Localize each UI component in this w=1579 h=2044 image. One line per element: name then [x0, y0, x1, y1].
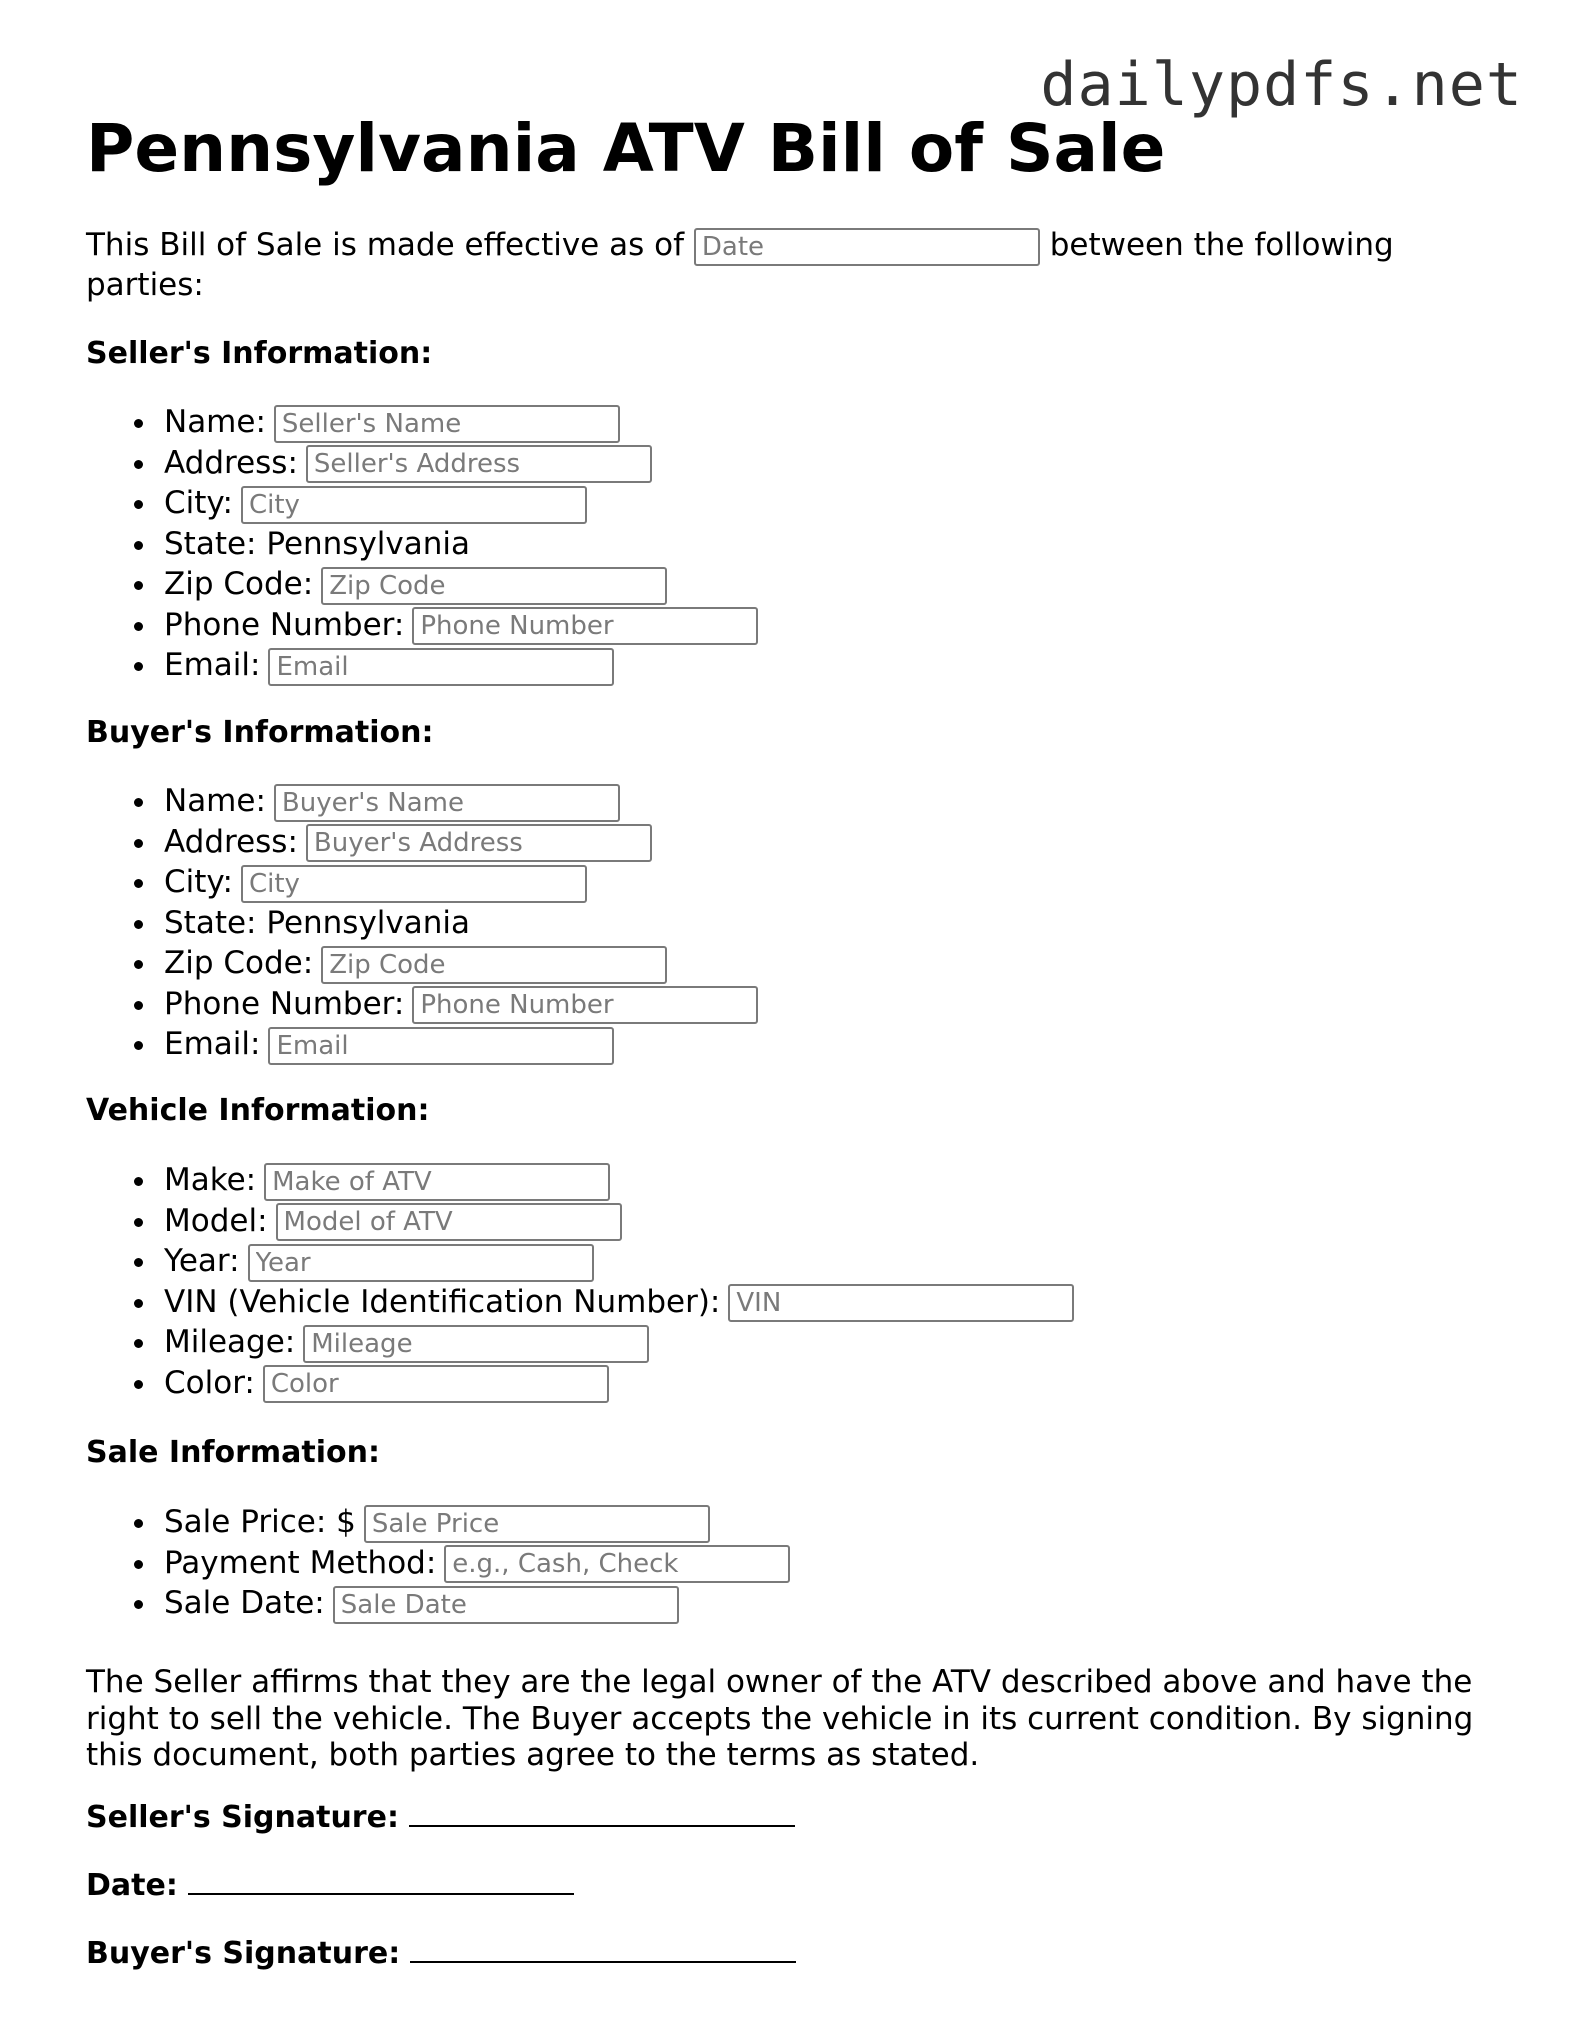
list-item	[164, 483, 758, 524]
buyer-state-text: State: Pennsylvania	[164, 904, 471, 941]
seller-address-input[interactable]	[306, 445, 652, 483]
seller-phone-input[interactable]	[412, 607, 758, 645]
affirmation-paragraph: The Seller affirms that they are the legal owner of the ATV described above and have the right to sell the vehicle. The Buyer accepts the vehicle in its current condition. By signing this document, both parties agree to the terms as stated.	[86, 1664, 1474, 1773]
seller-signature-label: Seller's Signature:	[86, 1800, 399, 1835]
list-item	[164, 605, 758, 646]
buyer-signature-label: Buyer's Signature:	[86, 1936, 401, 1971]
signature-date-line[interactable]	[188, 1869, 574, 1895]
sale-fields	[86, 1502, 790, 1624]
field-label: Phone Number:	[164, 606, 405, 643]
vehicle-model-input[interactable]	[276, 1203, 622, 1241]
sale-heading: Sale Information:	[86, 1435, 380, 1470]
list-item	[164, 443, 758, 484]
watermark: dailypdfs.net	[1040, 50, 1523, 120]
field-label: Sale Date:	[164, 1585, 325, 1621]
seller-zip-input[interactable]	[321, 567, 667, 605]
list-item	[164, 524, 758, 565]
field-label: Make:	[164, 1162, 257, 1198]
list-item	[164, 1363, 1074, 1404]
list-item	[164, 984, 758, 1025]
list-item	[164, 1322, 1074, 1363]
field-label: Name:	[164, 783, 266, 819]
vehicle-fields	[86, 1160, 1074, 1403]
field-label: Zip Code:	[164, 945, 314, 981]
field-label: Zip Code:	[164, 566, 314, 602]
intro-text-after: between the following parties:	[86, 227, 1394, 303]
field-label: Payment Method:	[164, 1544, 437, 1581]
list-item	[164, 1282, 1074, 1323]
field-label: Year:	[164, 1243, 240, 1279]
intro-text-before: This Bill of Sale is made effective as of	[86, 227, 684, 263]
list-item	[164, 1024, 758, 1065]
buyer-address-input[interactable]	[306, 824, 652, 862]
list-item	[164, 862, 758, 903]
field-label: Name:	[164, 404, 266, 440]
field-label: Phone Number:	[164, 985, 405, 1022]
field-label: Address:	[164, 444, 298, 481]
signature-date-label: Date:	[86, 1868, 178, 1903]
date-signature-row	[86, 1868, 574, 1903]
field-label: Address:	[164, 823, 298, 860]
list-item	[164, 781, 758, 822]
list-item	[164, 822, 758, 863]
buyer-heading: Buyer's Information:	[86, 715, 434, 750]
vehicle-year-input[interactable]	[248, 1244, 594, 1282]
field-label: VIN (Vehicle Identification Number):	[164, 1283, 721, 1320]
payment-method-input[interactable]	[444, 1545, 790, 1583]
buyer-zip-input[interactable]	[321, 946, 667, 984]
field-label: Model:	[164, 1202, 268, 1239]
list-item	[164, 943, 758, 984]
buyer-name-input[interactable]	[274, 784, 620, 822]
buyer-signature-line[interactable]	[410, 1937, 796, 1963]
vehicle-mileage-input[interactable]	[303, 1325, 649, 1363]
seller-email-input[interactable]	[268, 648, 614, 686]
buyer-phone-input[interactable]	[412, 986, 758, 1024]
field-label: Email:	[164, 647, 261, 683]
list-item	[164, 1543, 790, 1584]
seller-state-text: State: Pennsylvania	[164, 525, 471, 562]
seller-name-input[interactable]	[274, 405, 620, 443]
list-item	[164, 1160, 1074, 1201]
buyer-signature-row	[86, 1936, 796, 1971]
vehicle-heading: Vehicle Information:	[86, 1093, 430, 1128]
seller-signature-row	[86, 1800, 795, 1835]
vehicle-make-input[interactable]	[264, 1163, 610, 1201]
field-label: Email:	[164, 1026, 261, 1062]
seller-city-input[interactable]	[241, 486, 587, 524]
list-item	[164, 645, 758, 686]
seller-heading: Seller's Information:	[86, 336, 433, 371]
sale-price-input[interactable]	[364, 1505, 710, 1543]
list-item	[164, 402, 758, 443]
seller-signature-line[interactable]	[409, 1801, 795, 1827]
sale-date-input[interactable]	[333, 1586, 679, 1624]
effective-date-input[interactable]	[694, 228, 1040, 266]
page-title: Pennsylvania ATV Bill of Sale	[86, 110, 1166, 187]
field-label: City:	[164, 864, 233, 900]
buyer-fields	[86, 781, 758, 1065]
seller-fields	[86, 402, 758, 686]
field-label: Mileage:	[164, 1324, 296, 1360]
list-item	[164, 903, 758, 944]
vehicle-color-input[interactable]	[263, 1365, 609, 1403]
list-item	[164, 564, 758, 605]
list-item	[164, 1241, 1074, 1282]
field-label: Sale Price: $	[164, 1504, 356, 1540]
buyer-email-input[interactable]	[268, 1027, 614, 1065]
list-item	[164, 1583, 790, 1624]
vehicle-vin-input[interactable]	[728, 1284, 1074, 1322]
intro-paragraph	[86, 226, 1486, 304]
buyer-city-input[interactable]	[241, 865, 587, 903]
list-item	[164, 1502, 790, 1543]
field-label: City:	[164, 485, 233, 521]
field-label: Color:	[164, 1364, 255, 1401]
list-item	[164, 1201, 1074, 1242]
